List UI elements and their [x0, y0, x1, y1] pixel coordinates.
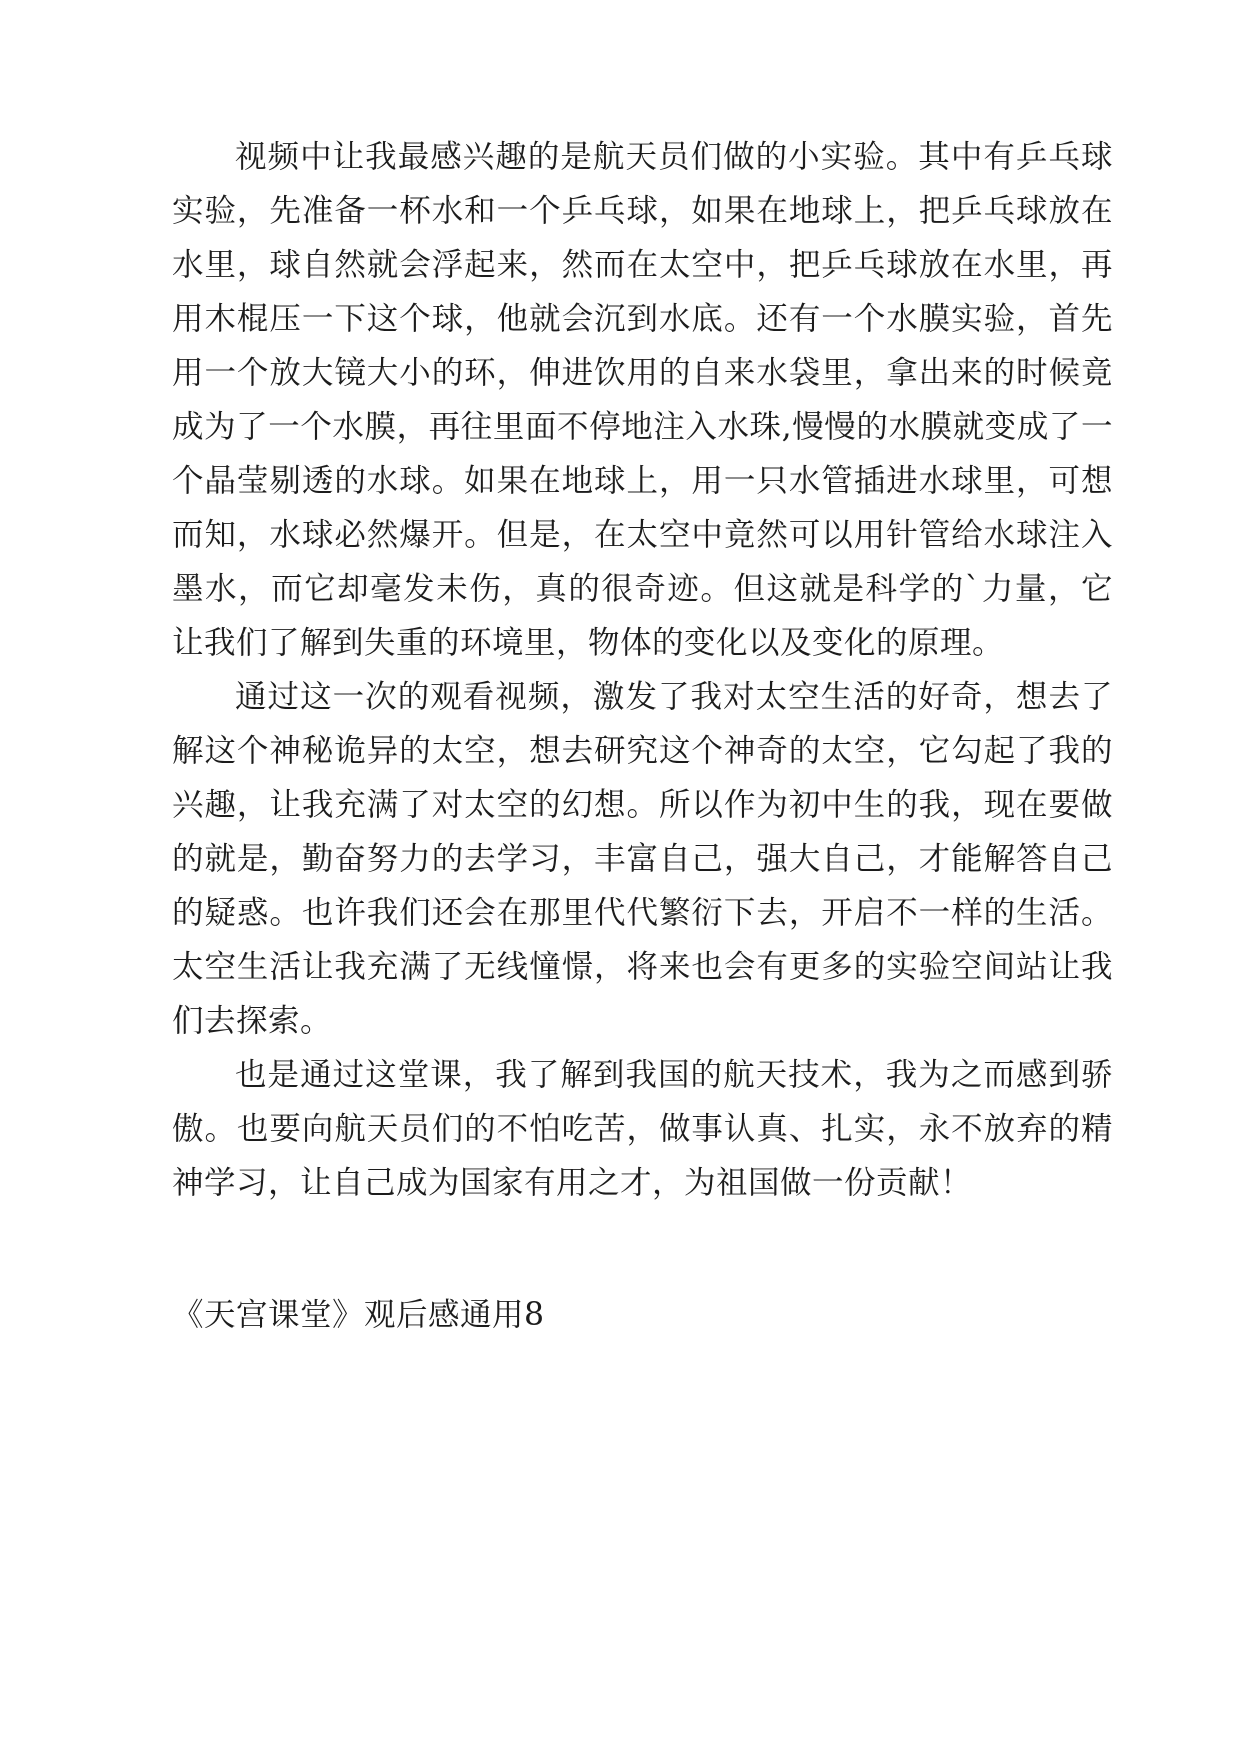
document-body	[172, 130, 1113, 1342]
paragraph-3: 也是通过这堂课，我了解到我国的航天技术，我为之而感到骄傲。也要向航天员们的不怕吃苦，做事认真、扎实，永不放弃的精神学习，让自己成为国家有用之才，为祖国做一份贡献！	[172, 1057, 1113, 1201]
paragraph-1: 视频中让我最感兴趣的是航天员们做的小实验。其中有乒乓球实验，先准备一杯水和一个乒乓球，如果在地球上，把乒乓球放在水里，球自然就会浮起来，然而在太空中，把乒乓球放在水里，再用木棍压一下这个球，他就会沉到水底。还有一个水膜实验，首先用一个放大镜大小的环，伸进饮用的自来水袋里，拿出来的时候竟成为了一个水膜，再往里面不停地注入水珠,慢慢的水膜就变成了一个晶莹剔透的水球。如果在地球上，用一只水管插进水球里，可想而知，水球必然爆开。但是，在太空中竟然可以用针管给水球注入墨水，而它却毫发未伤，真的很奇迹。但这就是科学的`力量，它让我们了解到失重的环境里，物体的变化以及变化的原理。	[172, 139, 1113, 661]
paragraph-2: 通过这一次的观看视频，激发了我对太空生活的好奇，想去了解这个神秘诡异的太空，想去研究这个神奇的太空，它勾起了我的兴趣，让我充满了对太空的幻想。所以作为初中生的我，现在要做的就是，勤奋努力的去学习，丰富自己，强大自己，才能解答自己的疑惑。也许我们还会在那里代代繁衍下去，开启不一样的生活。太空生活让我充满了无线憧憬，将来也会有更多的实验空间站让我们去探索。	[172, 679, 1113, 1039]
section-title: 《天宫课堂》观后感通用8	[172, 1297, 545, 1333]
